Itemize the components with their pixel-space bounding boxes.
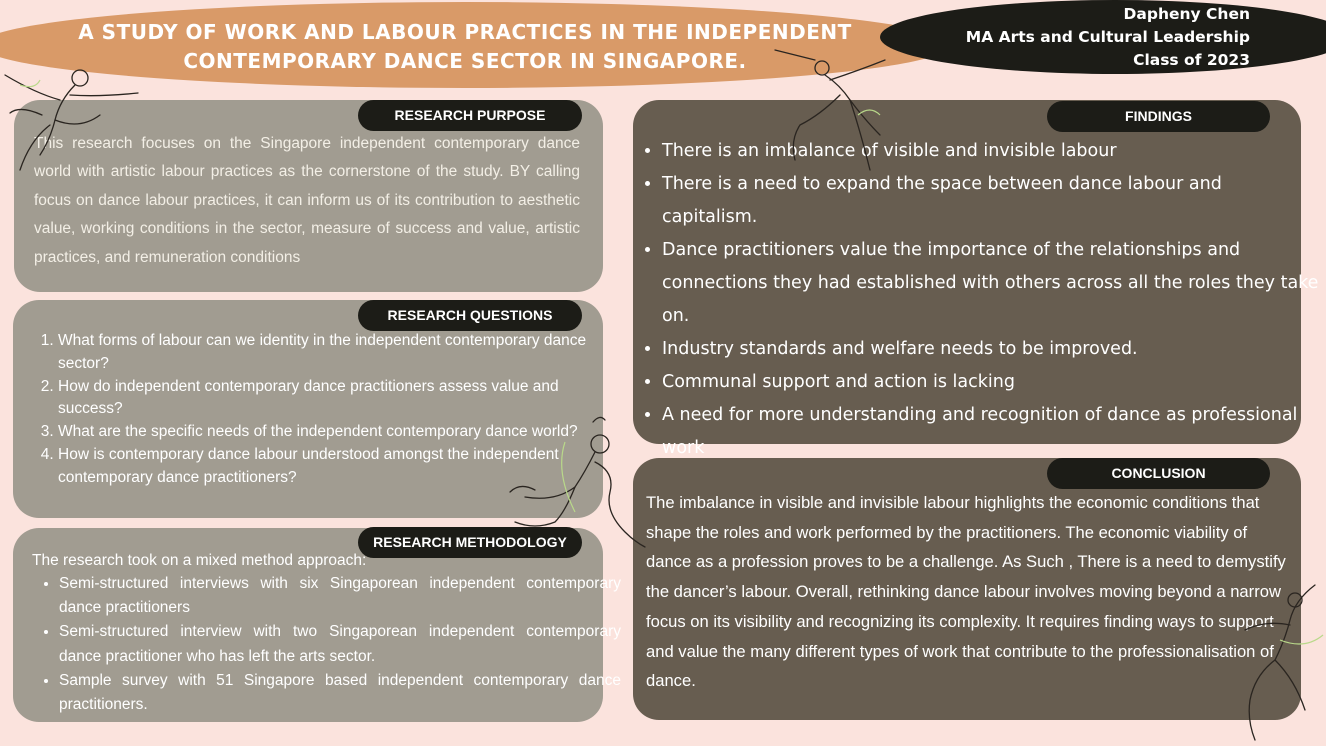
list-item: • There is a need to expand the space between dance labour and capitalism. bbox=[662, 168, 1322, 234]
list-item: • Semi-structured interviews with six Singaporean independent contemporary dance practitioners bbox=[59, 572, 621, 620]
methodology-intro: The research took on a mixed method approach: bbox=[32, 552, 367, 569]
page-title: A STUDY OF WORK AND LABOUR PRACTICES IN THE INDEPENDENT CONTEMPORARY DANCE SECTOR IN SINGAPORE. bbox=[78, 20, 852, 73]
author-block bbox=[966, 3, 1250, 72]
list-item: 1. What forms of labour can we identity in the independent contemporary dance sector? bbox=[58, 330, 620, 376]
findings-heading: FINDINGS bbox=[1047, 101, 1270, 132]
methodology-list bbox=[16, 572, 621, 717]
conclusion-text: The imbalance in visible and invisible labour highlights the economic conditions that shape the roles and work performed by the practitioners. The economic viability of dance as a profession proves to be a challenge. As Such , There is a need to demystify the dancer’s labour. Overall, rethinking dance labour involves moving beyond a narrow focus on its visibility and recognizing its complexity. It requires finding ways to support and value the many different types of work that contribute to the professionalisation of dance. bbox=[646, 493, 1286, 691]
dancer-sketch-icon bbox=[505, 412, 655, 552]
list-item: • Semi-structured interview with two Singaporean independent contemporary dance practitioner who has left the arts sector. bbox=[59, 620, 621, 668]
research-questions-heading: RESEARCH QUESTIONS bbox=[358, 300, 582, 331]
conclusion-heading: CONCLUSION bbox=[1047, 458, 1270, 489]
research-purpose-text: This research focuses on the Singapore independent contemporary dance world with artistic labour practices as the cornerstone of the study. BY calling focus on dance labour practices, it can inform us of its contribution to aesthetic value, working conditions in the sector, measure of success and value, artistic practices, and remuneration conditions bbox=[34, 135, 580, 266]
list-item: 3. What are the specific needs of the independent contemporary dance world? bbox=[58, 421, 620, 444]
programme-name: MA Arts and Cultural Leadership bbox=[965, 28, 1250, 46]
list-item: • Communal support and action is lacking bbox=[662, 366, 1322, 399]
list-item: 2. How do independent contemporary dance practitioners assess value and success? bbox=[58, 376, 620, 422]
dancer-sketch-icon bbox=[1235, 580, 1326, 746]
research-methodology-heading: RESEARCH METHODOLOGY bbox=[358, 527, 582, 558]
list-item: • Sample survey with 51 Singapore based independent contemporary dance practitioners. bbox=[59, 669, 621, 717]
list-item: • Industry standards and welfare needs to be improved. bbox=[662, 333, 1322, 366]
findings-list bbox=[640, 135, 1322, 465]
list-item: • A need for more understanding and recognition of dance as professional work bbox=[662, 399, 1322, 465]
author-name: Dapheny Chen bbox=[1123, 5, 1250, 23]
list-item: 4. How is contemporary dance labour understood amongst the independent contemporary dance practitioners? bbox=[58, 444, 620, 490]
class-year: Class of 2023 bbox=[1133, 51, 1250, 69]
dancer-sketch-icon bbox=[0, 45, 150, 175]
research-purpose-heading: RESEARCH PURPOSE bbox=[358, 100, 582, 131]
list-item: • Dance practitioners value the importance of the relationships and connections they had established with others across all the roles they take on. bbox=[662, 234, 1322, 333]
dancer-sketch-icon bbox=[770, 40, 900, 180]
list-item: • There is an imbalance of visible and invisible labour bbox=[662, 135, 1322, 168]
